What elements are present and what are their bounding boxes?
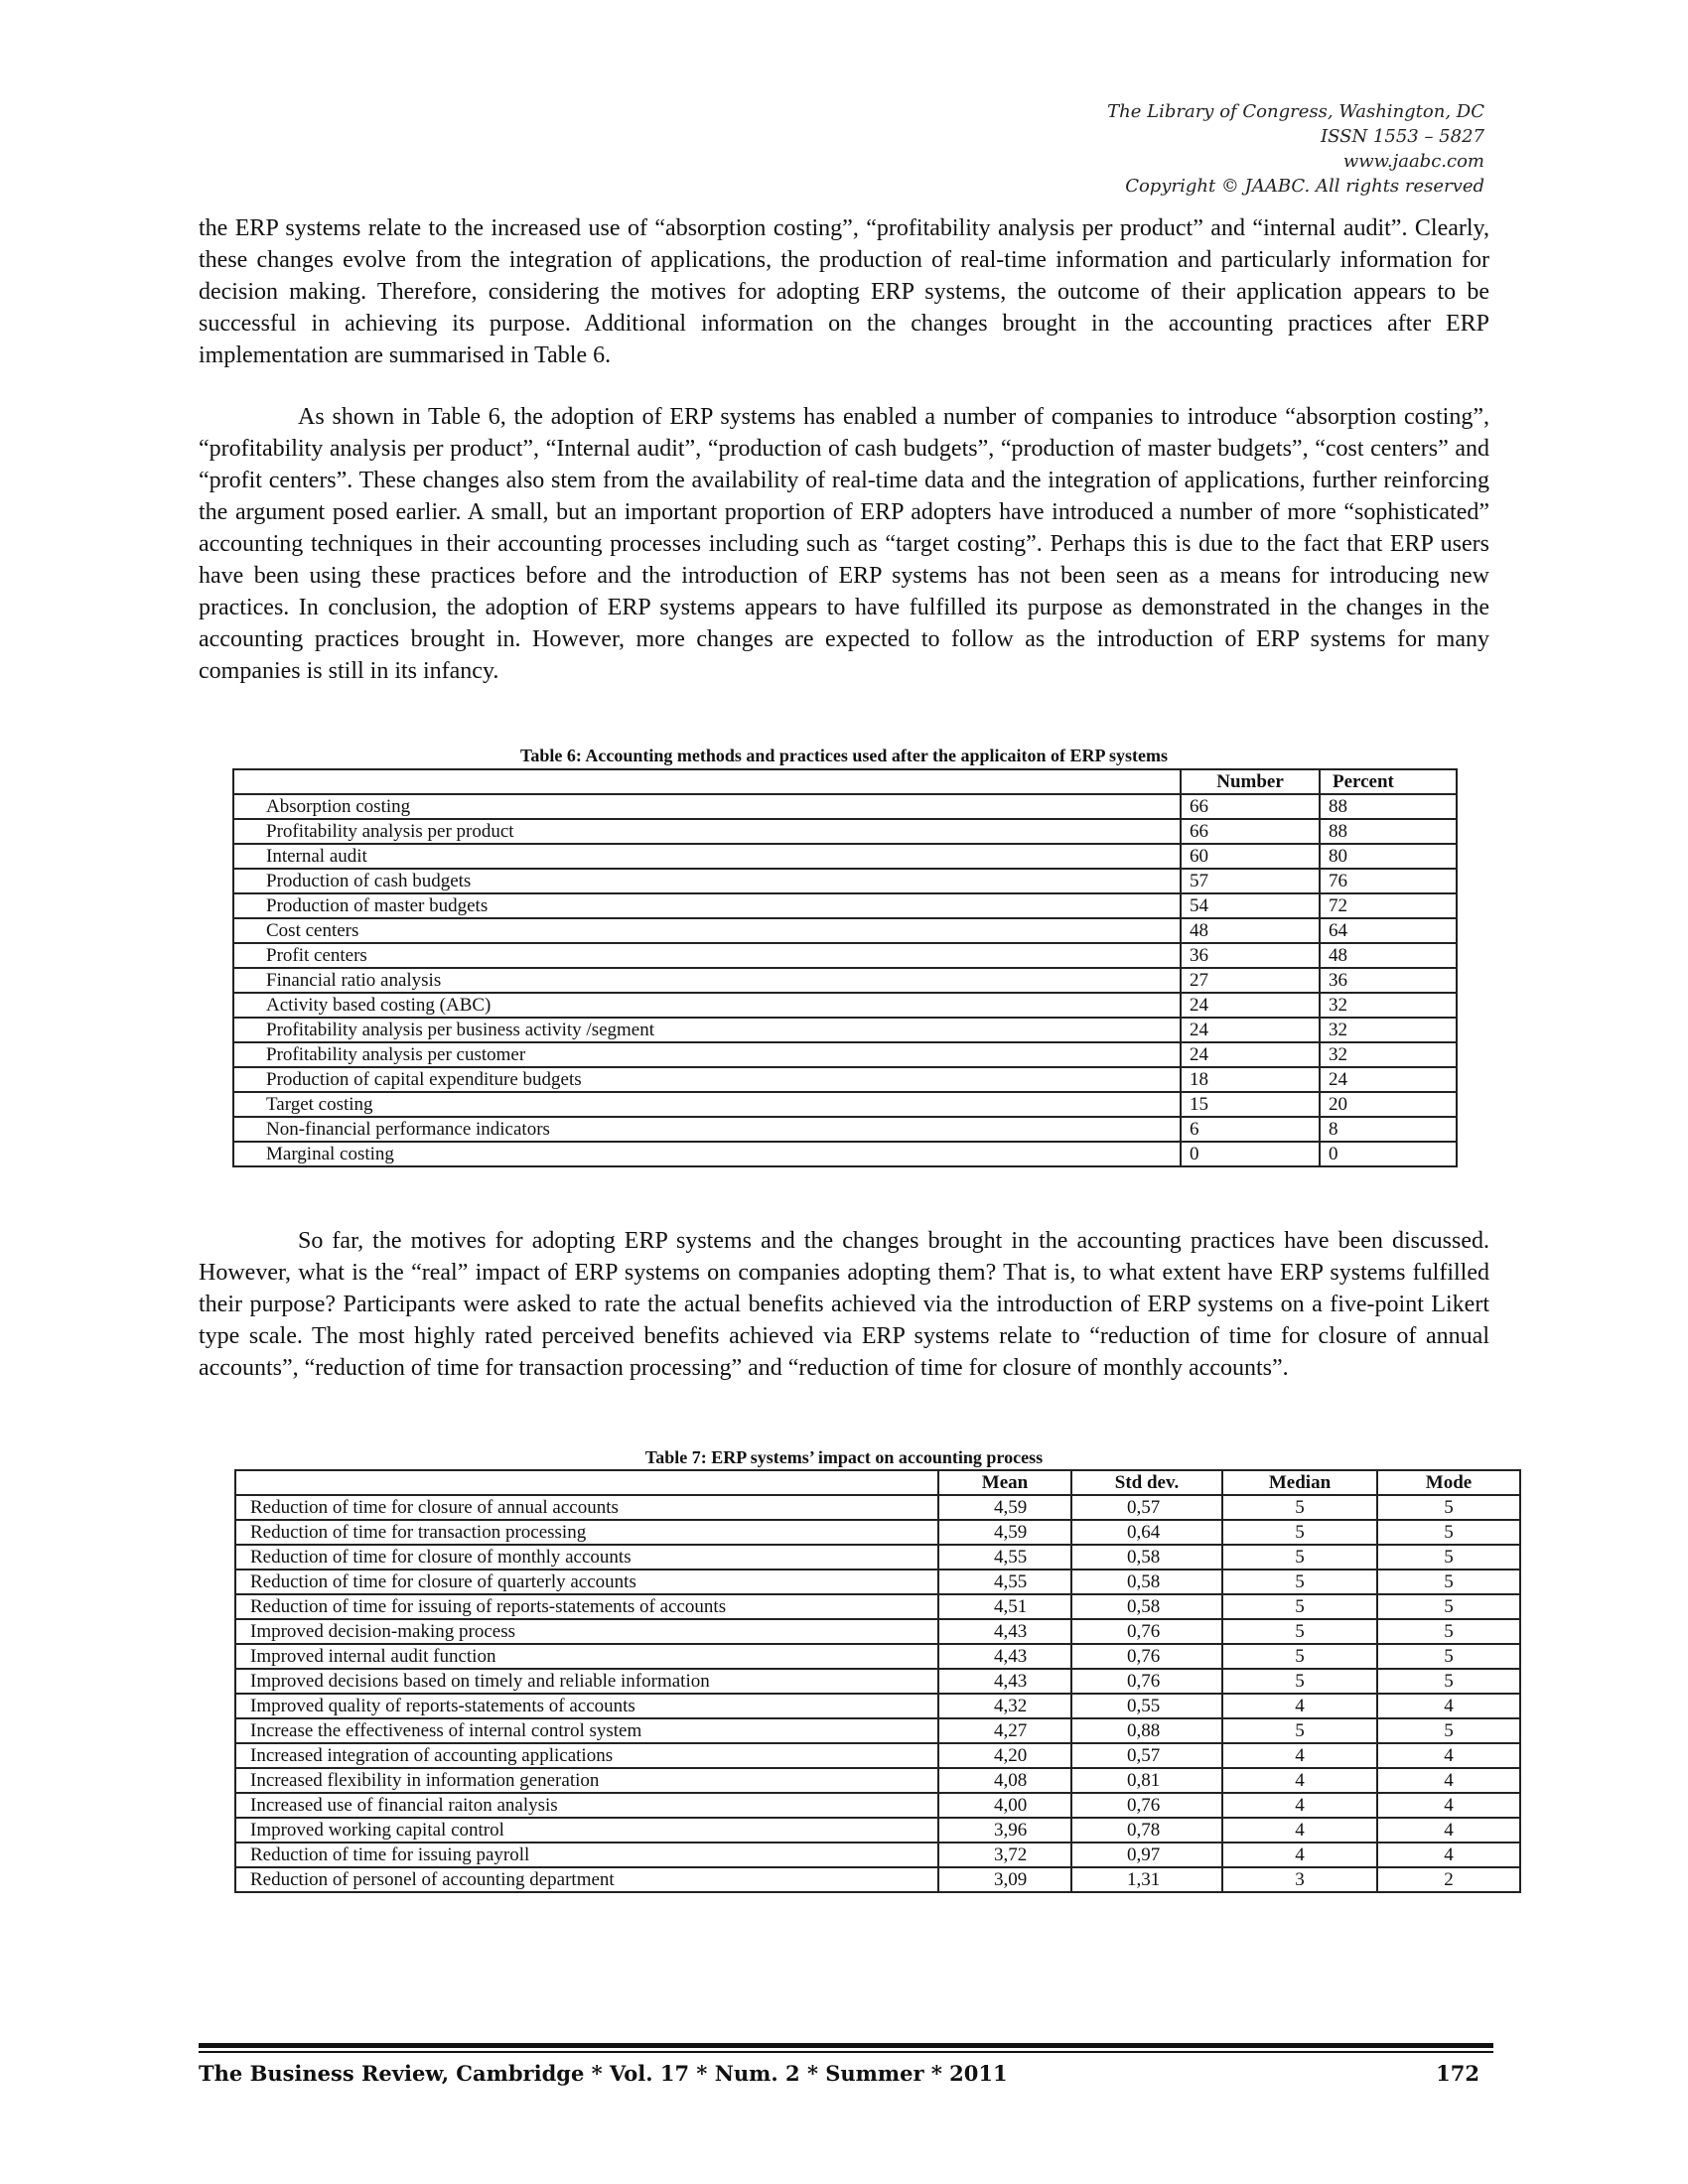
value-cell: 4,43	[938, 1669, 1071, 1694]
column-header-mode: Mode	[1377, 1470, 1520, 1495]
table-row	[233, 1117, 1457, 1142]
value-cell: 4	[1377, 1694, 1520, 1718]
value-cell: 5	[1377, 1570, 1520, 1594]
table-row	[235, 1594, 1520, 1619]
value-cell: 3,96	[938, 1818, 1071, 1843]
value-cell: 72	[1320, 893, 1457, 918]
header-line-issn: ISSN 1553 – 5827	[1321, 126, 1484, 147]
row-label-cell: Profitability analysis per product	[233, 819, 1181, 844]
value-cell: 24	[1181, 1042, 1320, 1067]
row-label-cell: Improved decision-making process	[235, 1619, 938, 1644]
value-cell: 0,55	[1071, 1694, 1222, 1718]
value-cell: 4,51	[938, 1594, 1071, 1619]
value-cell: 0,78	[1071, 1818, 1222, 1843]
row-label-cell: Increase the effectiveness of internal control system	[235, 1718, 938, 1743]
column-header-median: Median	[1222, 1470, 1377, 1495]
value-cell: 88	[1320, 819, 1457, 844]
column-header-number: Number	[1181, 769, 1320, 794]
value-cell: 4,20	[938, 1743, 1071, 1768]
row-label-cell: Reduction of time for transaction processing	[235, 1520, 938, 1545]
table-row	[235, 1669, 1520, 1694]
table-row	[233, 1018, 1457, 1042]
column-header	[235, 1470, 938, 1495]
value-cell: 24	[1181, 993, 1320, 1018]
table-row	[233, 1067, 1457, 1092]
value-cell: 0	[1320, 1142, 1457, 1166]
header-line-website: www.jaabc.com	[1342, 151, 1484, 172]
value-cell: 5	[1222, 1495, 1377, 1520]
value-cell: 5	[1377, 1594, 1520, 1619]
value-cell: 4	[1377, 1843, 1520, 1867]
value-cell: 5	[1377, 1644, 1520, 1669]
value-cell: 48	[1181, 918, 1320, 943]
value-cell: 4,00	[938, 1793, 1071, 1818]
row-label-cell: Financial ratio analysis	[233, 968, 1181, 993]
row-label-cell: Improved decisions based on timely and reliable information	[235, 1669, 938, 1694]
value-cell: 24	[1181, 1018, 1320, 1042]
value-cell: 5	[1222, 1545, 1377, 1570]
value-cell: 32	[1320, 1042, 1457, 1067]
value-cell: 4,43	[938, 1644, 1071, 1669]
table-row	[235, 1495, 1520, 1520]
value-cell: 0,76	[1071, 1669, 1222, 1694]
value-cell: 5	[1377, 1545, 1520, 1570]
paragraph-text: As shown in Table 6, the adoption of ERP systems has enabled a number of companies to introduce “absorption costing”, “profitability analysis per product”, “Internal audit”, “production of cash budgets”, “production of master budgets”, “cost centers” and “profit centers”. These changes also stem from the availability of real-time data and the integration of applications, further reinforcing the argument posed earlier. A small, but an important proportion of ERP adopters have introduced a number of more “sophisticated” accounting techniques in their accounting processes including such as “target costing”. Perhaps this is due to the fact that ERP users have been using these practices before and the introduction of ERP systems has not been seen as a means for introducing new practices. In conclusion, the adoption of ERP systems appears to have fulfilled its purpose as demonstrated in the changes in the accounting practices brought in. However, more changes are expected to follow as the introduction of ERP systems for many companies is still in its infancy.	[199, 404, 1489, 684]
value-cell: 76	[1320, 869, 1457, 893]
table-row	[233, 968, 1457, 993]
value-cell: 4,55	[938, 1545, 1071, 1570]
value-cell: 4,08	[938, 1768, 1071, 1793]
table-row	[233, 1042, 1457, 1067]
value-cell: 0	[1181, 1142, 1320, 1166]
value-cell: 0,58	[1071, 1594, 1222, 1619]
value-cell: 36	[1181, 943, 1320, 968]
row-label-cell: Increased integration of accounting applications	[235, 1743, 938, 1768]
value-cell: 4,59	[938, 1520, 1071, 1545]
value-cell: 24	[1320, 1067, 1457, 1092]
value-cell: 4	[1377, 1743, 1520, 1768]
value-cell: 5	[1222, 1594, 1377, 1619]
table-row	[235, 1694, 1520, 1718]
value-cell: 4	[1377, 1768, 1520, 1793]
table-row	[233, 1092, 1457, 1117]
header-line-copyright: Copyright © JAABC. All rights reserved	[1125, 176, 1484, 197]
value-cell: 48	[1320, 943, 1457, 968]
table-row	[233, 819, 1457, 844]
value-cell: 4,43	[938, 1619, 1071, 1644]
row-label-cell: Improved quality of reports-statements of accounts	[235, 1694, 938, 1718]
table-6-caption: Table 6: Accounting methods and practices used after the applicaiton of ERP systems	[519, 746, 1169, 765]
table-row	[235, 1718, 1520, 1743]
value-cell: 4,55	[938, 1570, 1071, 1594]
row-label-cell: Reduction of personel of accounting department	[235, 1867, 938, 1892]
value-cell: 3,09	[938, 1867, 1071, 1892]
value-cell: 5	[1222, 1619, 1377, 1644]
table-row	[235, 1619, 1520, 1644]
value-cell: 0,57	[1071, 1495, 1222, 1520]
table-row	[233, 844, 1457, 869]
value-cell: 80	[1320, 844, 1457, 869]
value-cell: 0,58	[1071, 1570, 1222, 1594]
value-cell: 0,88	[1071, 1718, 1222, 1743]
value-cell: 4	[1377, 1793, 1520, 1818]
value-cell: 4,27	[938, 1718, 1071, 1743]
value-cell: 54	[1181, 893, 1320, 918]
table-row	[235, 1545, 1520, 1570]
value-cell: 5	[1222, 1718, 1377, 1743]
footer-rule-thin	[199, 2051, 1493, 2053]
value-cell: 6	[1181, 1117, 1320, 1142]
row-label-cell: Improved working capital control	[235, 1818, 938, 1843]
table-row	[235, 1520, 1520, 1545]
table-row	[233, 943, 1457, 968]
value-cell: 4,59	[938, 1495, 1071, 1520]
table-row	[235, 1867, 1520, 1892]
table-row	[235, 1818, 1520, 1843]
value-cell: 4	[1222, 1694, 1377, 1718]
value-cell: 27	[1181, 968, 1320, 993]
row-label-cell: Reduction of time for closure of annual accounts	[235, 1495, 938, 1520]
table-row	[233, 918, 1457, 943]
value-cell: 57	[1181, 869, 1320, 893]
header-line-library: The Library of Congress, Washington, DC	[1107, 101, 1484, 122]
row-label-cell: Activity based costing (ABC)	[233, 993, 1181, 1018]
body-paragraph-2	[199, 401, 1489, 687]
paragraph-text: the ERP systems relate to the increased use of “absorption costing”, “profitability analysis per product” and “internal audit”. Clearly, these changes evolve from the integration of applications, the production of real-time information and particularly information for decision making. Therefore, considering the motives for adopting ERP systems, the outcome of their application appears to be successful in achieving its purpose. Additional information on the changes brought in the accounting practices after ERP implementation are summarised in Table 6.	[199, 215, 1489, 368]
value-cell: 5	[1222, 1669, 1377, 1694]
row-label-cell: Profitability analysis per customer	[233, 1042, 1181, 1067]
body-paragraph-1	[199, 212, 1489, 371]
table-row	[233, 993, 1457, 1018]
value-cell: 66	[1181, 819, 1320, 844]
value-cell: 60	[1181, 844, 1320, 869]
row-label-cell: Reduction of time for issuing of reports-statements of accounts	[235, 1594, 938, 1619]
row-label-cell: Production of master budgets	[233, 893, 1181, 918]
footer-rule-thick	[199, 2043, 1493, 2048]
value-cell: 0,76	[1071, 1644, 1222, 1669]
value-cell: 0,64	[1071, 1520, 1222, 1545]
table-row	[235, 1768, 1520, 1793]
table-row	[235, 1570, 1520, 1594]
value-cell: 4	[1222, 1743, 1377, 1768]
value-cell: 2	[1377, 1867, 1520, 1892]
table-row	[235, 1644, 1520, 1669]
table-header-row	[233, 769, 1457, 794]
value-cell: 3	[1222, 1867, 1377, 1892]
value-cell: 18	[1181, 1067, 1320, 1092]
row-label-cell: Internal audit	[233, 844, 1181, 869]
value-cell: 0,76	[1071, 1793, 1222, 1818]
value-cell: 4	[1222, 1793, 1377, 1818]
row-label-cell: Reduction of time for closure of monthly accounts	[235, 1545, 938, 1570]
value-cell: 15	[1181, 1092, 1320, 1117]
table-row	[233, 794, 1457, 819]
row-label-cell: Marginal costing	[233, 1142, 1181, 1166]
row-label-cell: Profit centers	[233, 943, 1181, 968]
table-row	[235, 1743, 1520, 1768]
table-6	[232, 768, 1458, 1167]
value-cell: 66	[1181, 794, 1320, 819]
value-cell: 5	[1222, 1644, 1377, 1669]
footer-journal-info: The Business Review, Cambridge * Vol. 17 * Num. 2 * Summer * 2011	[199, 2061, 1008, 2086]
row-label-cell: Profitability analysis per business activity /segment	[233, 1018, 1181, 1042]
column-header-std-dev: Std dev.	[1071, 1470, 1222, 1495]
column-header	[233, 769, 1181, 794]
value-cell: 4	[1222, 1818, 1377, 1843]
value-cell: 0,57	[1071, 1743, 1222, 1768]
table-row	[235, 1793, 1520, 1818]
column-header-percent: Percent	[1320, 769, 1457, 794]
row-label-cell: Target costing	[233, 1092, 1181, 1117]
value-cell: 4	[1222, 1843, 1377, 1867]
value-cell: 0,97	[1071, 1843, 1222, 1867]
value-cell: 5	[1377, 1619, 1520, 1644]
row-label-cell: Absorption costing	[233, 794, 1181, 819]
value-cell: 3,72	[938, 1843, 1071, 1867]
value-cell: 4,32	[938, 1694, 1071, 1718]
value-cell: 36	[1320, 968, 1457, 993]
table-row	[233, 893, 1457, 918]
row-label-cell: Production of capital expenditure budgets	[233, 1067, 1181, 1092]
row-label-cell: Increased flexibility in information generation	[235, 1768, 938, 1793]
value-cell: 64	[1320, 918, 1457, 943]
row-label-cell: Cost centers	[233, 918, 1181, 943]
table-row	[233, 869, 1457, 893]
page-number: 172	[1436, 2061, 1479, 2086]
column-header-mean: Mean	[938, 1470, 1071, 1495]
table-7	[234, 1469, 1521, 1893]
value-cell: 0,58	[1071, 1545, 1222, 1570]
table-row	[235, 1843, 1520, 1867]
journal-header	[1107, 99, 1484, 199]
value-cell: 32	[1320, 993, 1457, 1018]
value-cell: 4	[1377, 1818, 1520, 1843]
value-cell: 20	[1320, 1092, 1457, 1117]
value-cell: 5	[1377, 1495, 1520, 1520]
paragraph-text: So far, the motives for adopting ERP systems and the changes brought in the accounting practices have been discussed. However, what is the “real” impact of ERP systems on companies adopting them? That is, to what extent have ERP systems fulfilled their purpose? Participants were asked to rate the actual benefits achieved via the introduction of ERP systems on a five-point Likert type scale. The most highly rated perceived benefits achieved via ERP systems relate to “reduction of time for closure of annual accounts”, “reduction of time for transaction processing” and “reduction of time for closure of monthly accounts”.	[199, 1228, 1489, 1381]
value-cell: 5	[1222, 1520, 1377, 1545]
row-label-cell: Reduction of time for closure of quarterly accounts	[235, 1570, 938, 1594]
row-label-cell: Increased use of financial raiton analysis	[235, 1793, 938, 1818]
value-cell: 1,31	[1071, 1867, 1222, 1892]
row-label-cell: Non-financial performance indicators	[233, 1117, 1181, 1142]
value-cell: 88	[1320, 794, 1457, 819]
value-cell: 5	[1377, 1669, 1520, 1694]
row-label-cell: Improved internal audit function	[235, 1644, 938, 1669]
table-7-caption: Table 7: ERP systems’ impact on accounting process	[644, 1447, 1044, 1467]
body-paragraph-3	[199, 1225, 1489, 1384]
row-label-cell: Reduction of time for issuing payroll	[235, 1843, 938, 1867]
table-header-row	[235, 1470, 1520, 1495]
row-label-cell: Production of cash budgets	[233, 869, 1181, 893]
value-cell: 5	[1377, 1718, 1520, 1743]
value-cell: 0,81	[1071, 1768, 1222, 1793]
value-cell: 5	[1222, 1570, 1377, 1594]
value-cell: 0,76	[1071, 1619, 1222, 1644]
value-cell: 5	[1377, 1520, 1520, 1545]
value-cell: 32	[1320, 1018, 1457, 1042]
table-row	[233, 1142, 1457, 1166]
value-cell: 8	[1320, 1117, 1457, 1142]
value-cell: 4	[1222, 1768, 1377, 1793]
